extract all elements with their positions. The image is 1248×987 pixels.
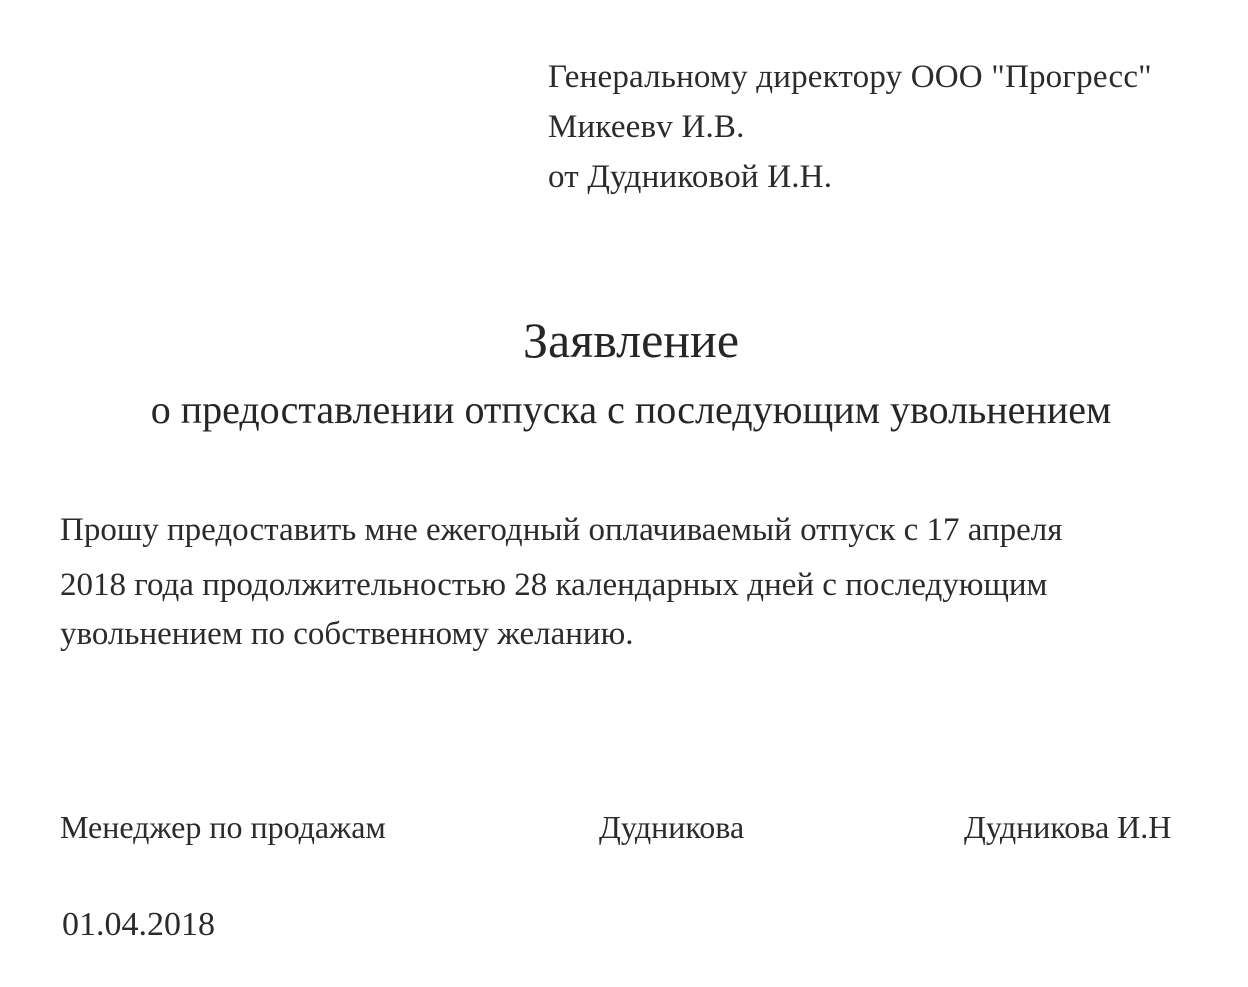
body-line: Прошу предоставить мне ежегодный оплачиваемый отпуск с 17 апреля	[60, 512, 1063, 548]
request-body	[60, 505, 1062, 658]
document-title: Заявление	[522, 312, 740, 368]
document-subtitle: о предоставлении отпуска с последующим увольнением	[150, 387, 1112, 432]
document-date: 01.04.2018	[62, 906, 215, 943]
body-line: увольнением по собственному желанию.	[60, 616, 634, 652]
addressee-recipient: Генеральному директору ООО "Прогресс"	[548, 59, 1152, 95]
signature: Дудникова	[599, 809, 745, 845]
signer-position: Менеджер по продажам	[60, 809, 386, 845]
addressee-recipient-name: Микеевv И.В.	[548, 109, 745, 145]
addressee-sender: от Дудниковой И.Н.	[548, 159, 833, 195]
addressee-block	[548, 52, 1152, 202]
body-line: 2018 года продолжительностью 28 календарных дней с последующим	[60, 567, 1048, 603]
signer-name: Дудникова И.Н	[964, 809, 1172, 845]
